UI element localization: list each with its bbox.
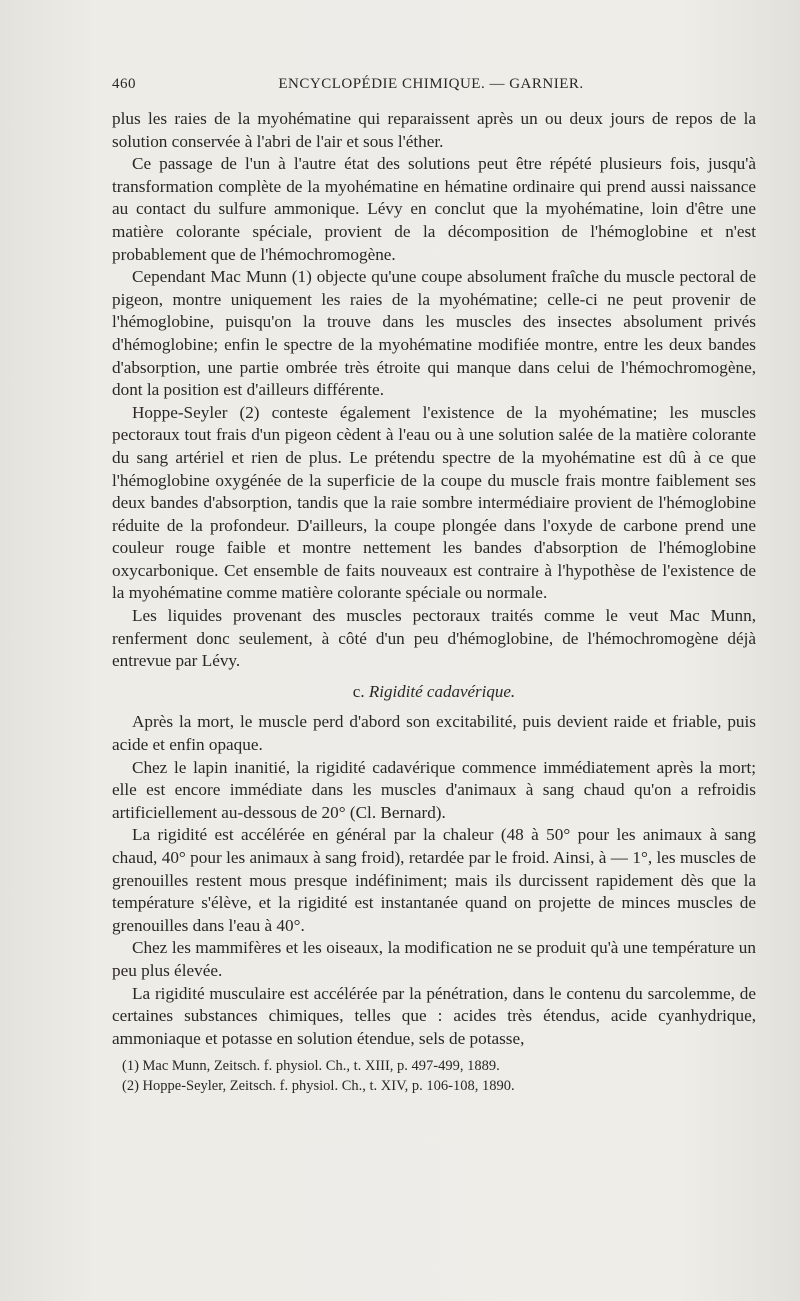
- paragraph-5: Les liquides provenant des muscles pectoraux traités comme le veut Mac Munn, renferment donc seulement, à côté d'un peu d'hémoglobine, de l'hémochromogène déjà entrevue par Lévy.: [112, 606, 756, 671]
- paragraph-6: Après la mort, le muscle perd d'abord son excitabilité, puis devient raide et friable, puis acide et enfin opaque.: [112, 712, 756, 755]
- footnote-1: (1) Mac Munn, Zeitsch. f. physiol. Ch., t. XIII, p. 497-499, 1889.: [122, 1058, 500, 1075]
- paragraph-2: Ce passage de l'un à l'autre état des solutions peut être répété plusieurs fois, jusqu'à transformation complète de la myohématine en hématine ordinaire qui prend aussi naissance au contact du sulfure ammonique. Lévy en conclut que la myohématine, loin d'être une matière colorante spéciale, provient de la décomposition de l'hémoglobine et n'est probablement que de l'hémochromogène.: [112, 154, 756, 264]
- paragraph-1: plus les raies de la myohématine qui reparaissent après un ou deux jours de repos de la solution conservée à l'abri de l'air et sous l'éther.: [112, 109, 756, 151]
- page-number: 460: [112, 76, 136, 92]
- running-header: [112, 76, 750, 98]
- paragraph-8: La rigidité est accélérée en général par la chaleur (48 à 50° pour les animaux à sang chaud, 40° pour les animaux à sang froid), retardée par le froid. Ainsi, à — 1°, les muscles de grenouilles restent mous presque indéfiniment; mais ils durcissent rapidement dès que la température s'élève, et la rigidité est instantanée quand on projette de minces muscles de grenouilles dans l'eau à 40°.: [112, 825, 756, 935]
- section-letter: c.: [352, 681, 365, 701]
- footnote-2: (2) Hoppe-Seyler, Zeitsch. f. physiol. Ch., t. XIV, p. 106-108, 1890.: [122, 1078, 515, 1095]
- page-body: [112, 108, 756, 1096]
- running-title: ENCYCLOPÉDIE CHIMIQUE. — GARNIER.: [278, 76, 584, 92]
- paragraph-7: Chez le lapin inanitié, la rigidité cadavérique commence immédiatement après la mort; elle est encore immédiate dans les muscles d'animaux à sang chaud qu'on a refroidis artificiellement au-dessous de 20° (Cl. Bernard).: [112, 757, 756, 822]
- section-title: Rigidité cadavérique.: [368, 681, 516, 701]
- paragraph-9: Chez les mammifères et les oiseaux, la modification ne se produit qu'à une température un peu plus élevée.: [112, 938, 756, 980]
- section-heading: [112, 681, 756, 704]
- footnotes: [112, 1056, 756, 1096]
- paragraph-3: Cependant Mac Munn (1) objecte qu'une coupe absolument fraîche du muscle pectoral de pigeon, montre uniquement les raies de la myohématine; celle-ci ne peut provenir de l'hémoglobine, puisqu'on la trouve dans les muscles des insectes absolument privés d'hémoglobine; enfin le spectre de la myohématine modifiée montre, entre les deux bandes d'absorption, une partie ombrée très étroite qui manque dans celui de l'hémochromogène, dont la position est d'ailleurs différente.: [112, 267, 756, 400]
- paragraph-4: Hoppe-Seyler (2) conteste également l'existence de la myohématine; les muscles pectoraux tout frais d'un pigeon cèdent à l'eau ou à une solution salée de la matière colorante du sang artériel et rien de plus. Le prétendu spectre de la myohématine est dû à ce que l'hémoglobine oxygénée de la superficie de la coupe du muscle frais montre faiblement ses deux bandes d'absorption, tandis que la raie sombre intermédiaire provient de l'hémoglobine réduite de la profondeur. D'ailleurs, la coupe plongée dans l'oxyde de carbone prend une couleur rouge faible et montre nettement les bandes d'absorption de l'hémoglobine oxycarbonique. Cet ensemble de faits nouveaux est contraire à l'hypothèse de l'existence de la myohématine comme matière colorante spéciale ou normale.: [112, 402, 756, 603]
- paragraph-10: La rigidité musculaire est accélérée par la pénétration, dans le contenu du sarcolemme, de certaines substances chimiques, telles que : acides très étendus, acide cyanhydrique, ammoniaque et potasse en solution étendue, sels de potasse,: [112, 983, 756, 1048]
